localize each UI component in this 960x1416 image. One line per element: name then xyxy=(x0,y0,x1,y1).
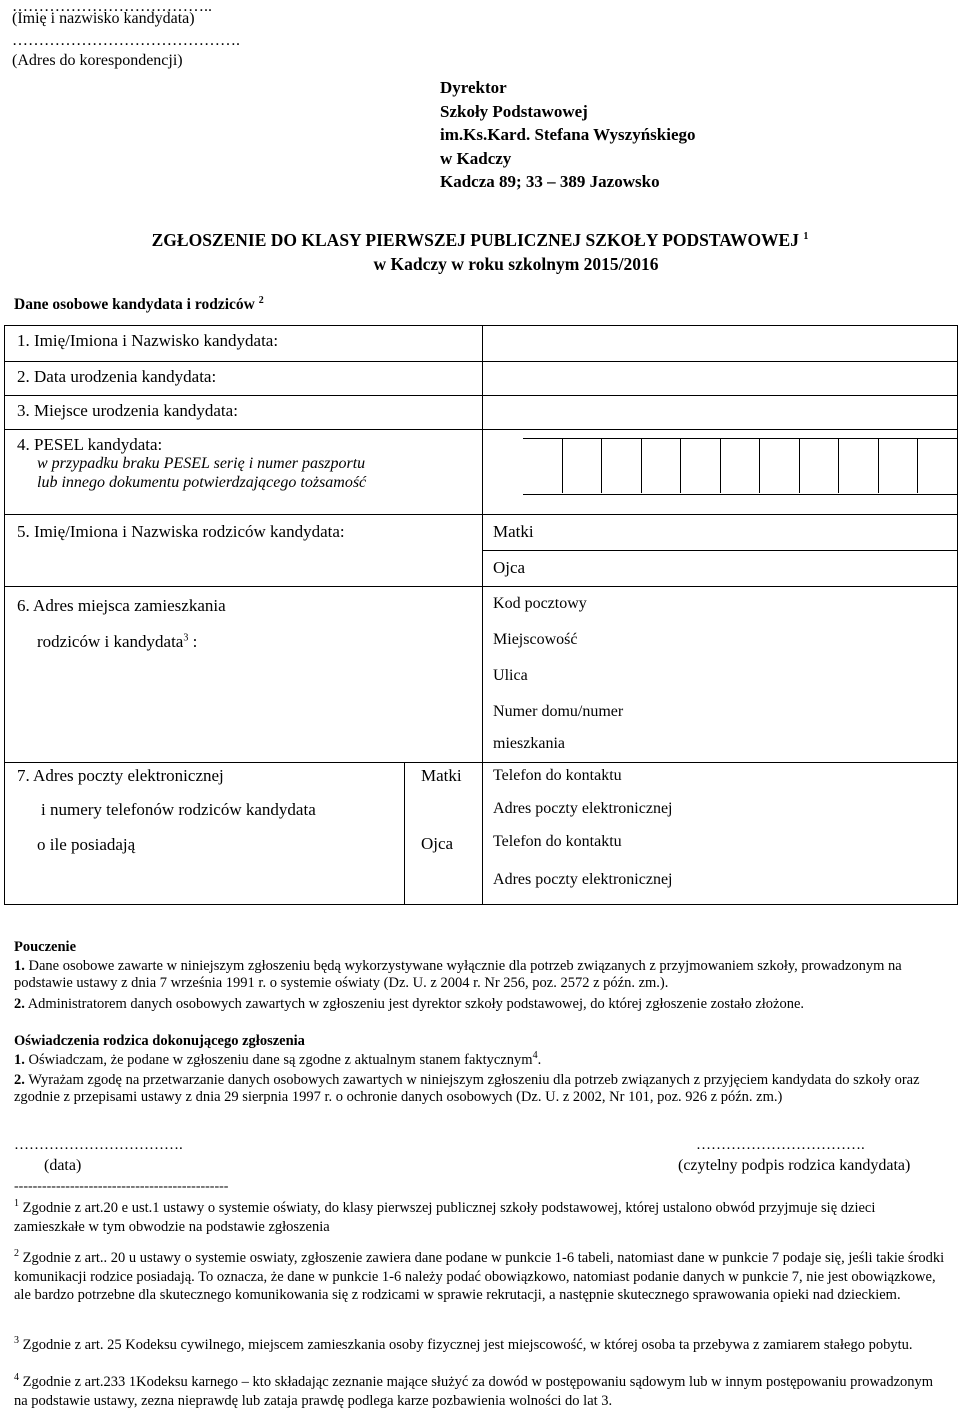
house-number-label-2: mieszkania xyxy=(493,735,565,752)
field-label-birthplace: 3. Miejsce urodzenia kandydata: xyxy=(17,401,238,420)
address-label-colon: : xyxy=(188,632,198,651)
address-field[interactable] xyxy=(483,587,958,763)
instruction-text-1: Dane osobowe zawarte w niniejszym zgłoszeniu będą wykorzystywane wyłącznie dla potrzeb związanych z przyjmowaniem szkoły, prowadzonym na podstawie ustawy z dnia 7 września 1991 r. o systemie oświaty (Dz. U. z 2004 r. Nr 256, poz. 2572 z późn. zm.). xyxy=(14,958,902,991)
pesel-digit-box[interactable] xyxy=(681,439,721,493)
declaration-paragraph-1 xyxy=(14,1052,946,1069)
contact-mother-label: Matki xyxy=(421,766,462,785)
recipient-block xyxy=(440,76,696,194)
street-label: Ulica xyxy=(493,667,528,684)
applicant-name-dots: ……………………………….. xyxy=(12,0,212,15)
list-number: 2. xyxy=(14,1072,25,1088)
footnote-ref: 1 xyxy=(803,231,809,243)
footnote-number: 1 xyxy=(14,1198,19,1210)
table-row xyxy=(5,430,958,515)
table-row xyxy=(5,587,958,763)
footnote-number: 4 xyxy=(14,1372,19,1384)
recipient-line: Kadcza 89; 33 – 389 Jazowsko xyxy=(440,172,660,191)
instruction-heading: Pouczenie xyxy=(14,939,77,955)
applicant-address-dots: ……………………………………. xyxy=(12,32,240,49)
pesel-digit-box[interactable] xyxy=(563,439,603,493)
footnote-ref: 4 xyxy=(532,1050,538,1062)
footnote-text: Zgodnie z art.233 1Kodeksu karnego – kto składając zeznanie mające służyć za dowód w postępowaniu sądowym lub w innym postępowaniu prowadzonym na podstawie ustawy, zezna nieprawdę lub zataja prawdę podlega karze pozbawienia wolności do lat 3. xyxy=(14,1374,934,1409)
instruction-paragraph-2 xyxy=(14,996,946,1013)
field-label-birthdate: 2. Data urodzenia kandydata: xyxy=(17,367,217,386)
house-number-label: Numer domu/numer xyxy=(493,703,624,720)
mother-phone-label: Telefon do kontaktu xyxy=(493,767,622,784)
candidate-form-table xyxy=(4,325,958,905)
recipient-line: w Kadczy xyxy=(440,148,512,168)
pesel-note-line2: lub innego dokumentu potwierdzającego tożsamość xyxy=(37,474,367,491)
table-row xyxy=(5,515,958,551)
postal-code-label: Kod pocztowy xyxy=(493,595,587,612)
footnote-ref: 2 xyxy=(258,294,264,306)
pesel-note-line1: w przypadku braku PESEL serię i numer paszportu xyxy=(37,455,366,472)
footnote-text: Zgodnie z art.. 20 u ustawy o systemie oswiaty, zgłoszenie zawiera dane podane w punkcie 1-6 tabeli, natomiast dane w punkcie 7 podaje się, jeśli takie środki komunikacji rodzice posiadają. To oznacza, że dane w punkcie 1-6 należy podać obowiązkowo, natomiast podanie danych w punkcie 7, nie jest obowiązkowe, ale bardzo potrzebne dla skutecznego komunikowania się z rodzicami w sprawie rekrutacji, a następnie skutecznego sprawowania opieki nad dzieckiem. xyxy=(14,1250,945,1303)
address-label-text: rodziców i kandydata xyxy=(37,632,184,651)
footnote-2 xyxy=(14,1249,946,1305)
contact-father-label: Ojca xyxy=(421,834,454,853)
table-row xyxy=(5,326,958,362)
form-title xyxy=(0,228,960,276)
birthplace-field[interactable] xyxy=(483,396,958,430)
pesel-digit-box[interactable] xyxy=(602,439,642,493)
pesel-field xyxy=(483,430,958,515)
date-dots: ……………………………. xyxy=(14,1137,183,1153)
pesel-digit-box[interactable] xyxy=(523,439,563,493)
footnote-3 xyxy=(14,1336,946,1355)
field-label-address: 6. Adres miejsca zamieszkania xyxy=(17,596,226,615)
instruction-text-2: Administratorem danych osobowych zawartych w zgłoszeniu jest dyrektor szkoły podstawowej, do której zgłoszenie zostało złożone. xyxy=(24,996,805,1012)
father-label: Ojca xyxy=(493,558,526,577)
field-label-email-3: o ile posiadają xyxy=(37,835,136,854)
footnote-4 xyxy=(14,1373,946,1410)
table-row xyxy=(5,362,958,396)
signature-label: (czytelny podpis rodzica kandydata) xyxy=(678,1157,911,1174)
field-label-name: 1. Imię/Imiona i Nazwisko kandydata: xyxy=(17,331,279,350)
instruction-paragraph-1 xyxy=(14,958,946,992)
form-title-line2: w Kadczy w roku szkolnym 2015/2016 xyxy=(373,254,659,274)
declaration-paragraph-2 xyxy=(14,1072,946,1106)
pesel-digit-box[interactable] xyxy=(918,439,957,493)
footnote-ref: 3 xyxy=(183,632,189,644)
field-label-pesel: 4. PESEL kandydata: xyxy=(17,435,163,454)
applicant-name-label: (Imię i nazwisko kandydata) xyxy=(12,10,195,27)
pesel-digit-box[interactable] xyxy=(760,439,800,493)
declaration-text-1: Oświadczam, że podane w zgłoszeniu dane są zgodne z aktualnym stanem faktycznym xyxy=(24,1052,533,1068)
signature-dots: ……………………………. xyxy=(696,1137,865,1153)
footnote-text: Zgodnie z art. 25 Kodeksu cywilnego, miejscem zamieszkania osoby fizycznej jest miejscowość, w której osoba ta przebywa z zamiarem stałego pobytu. xyxy=(19,1337,913,1353)
applicant-address-label: (Adres do korespondencji) xyxy=(12,52,183,69)
pesel-digit-box[interactable] xyxy=(721,439,761,493)
mother-name-field[interactable] xyxy=(483,515,958,551)
recipient-line: Szkoły Podstawowej xyxy=(440,101,588,121)
declaration-text-1-end: . xyxy=(537,1052,542,1068)
footnote-number: 2 xyxy=(14,1248,19,1260)
list-number: 1. xyxy=(14,958,25,974)
footnote-number: 3 xyxy=(14,1335,19,1347)
footnote-1 xyxy=(14,1199,946,1236)
pesel-digit-box[interactable] xyxy=(642,439,682,493)
city-label: Miejscowość xyxy=(493,631,578,648)
table-row xyxy=(5,396,958,430)
father-email-label: Adres poczty elektronicznej xyxy=(493,871,673,888)
pesel-digit-box[interactable] xyxy=(800,439,840,493)
field-label-email-2: i numery telefonów rodziców kandydata xyxy=(41,800,316,819)
pesel-digit-box[interactable] xyxy=(879,439,919,493)
father-name-field[interactable] xyxy=(483,551,958,587)
date-label: (data) xyxy=(44,1157,82,1174)
footnote-text: Zgodnie z art.20 e ust.1 ustawy o systemie oświaty, do klasy pierwszej publicznej szkoły podstawowej, której ustalono obwód przyjmuje się dzieci zamieszkałe w tym obwodzie na podstawie zgłoszenia xyxy=(14,1200,876,1235)
declaration-text-2: Wyrażam zgodę na przetwarzanie danych osobowych zawartych w niniejszym zgłoszeniu dla potrzeb związanych z przyjęciem kandydata do szkoły oraz zgodnie z przepisami ustawy z dnia 29 sierpnia 1997 r. o ochronie danych osobowych (Dz. U. z 2002, Nr 101, poz. 926 z późn. zm.) xyxy=(14,1072,920,1105)
mother-label: Matki xyxy=(493,522,534,541)
recipient-line: im.Ks.Kard. Stefana Wyszyńskiego xyxy=(440,125,696,144)
pesel-digit-box[interactable] xyxy=(839,439,879,493)
declaration-heading: Oświadczenia rodzica dokonującego zgłoszenia xyxy=(14,1033,305,1049)
father-phone-label: Telefon do kontaktu xyxy=(493,833,622,850)
field-label-email: 7. Adres poczty elektronicznej xyxy=(17,766,224,785)
list-number: 1. xyxy=(14,1052,25,1068)
field-label-address-2 xyxy=(5,615,482,651)
recipient-line: Dyrektor xyxy=(440,78,507,97)
contact-field[interactable] xyxy=(483,763,958,905)
mother-email-label: Adres poczty elektronicznej xyxy=(493,800,673,817)
footnote-rule: ---------------------------------------------- xyxy=(14,1179,229,1194)
candidate-name-field[interactable] xyxy=(483,326,958,362)
field-label-parents: 5. Imię/Imiona i Nazwiska rodziców kandydata: xyxy=(17,522,345,541)
table-row xyxy=(5,763,958,905)
section-heading-text: Dane osobowe kandydata i rodziców xyxy=(14,296,255,313)
form-title-line1: ZGŁOSZENIE DO KLASY PIERWSZEJ PUBLICZNEJ SZKOŁY PODSTAWOWEJ xyxy=(151,230,799,250)
section-heading xyxy=(14,296,264,314)
list-number: 2. xyxy=(14,996,25,1012)
birthdate-field[interactable] xyxy=(483,362,958,396)
